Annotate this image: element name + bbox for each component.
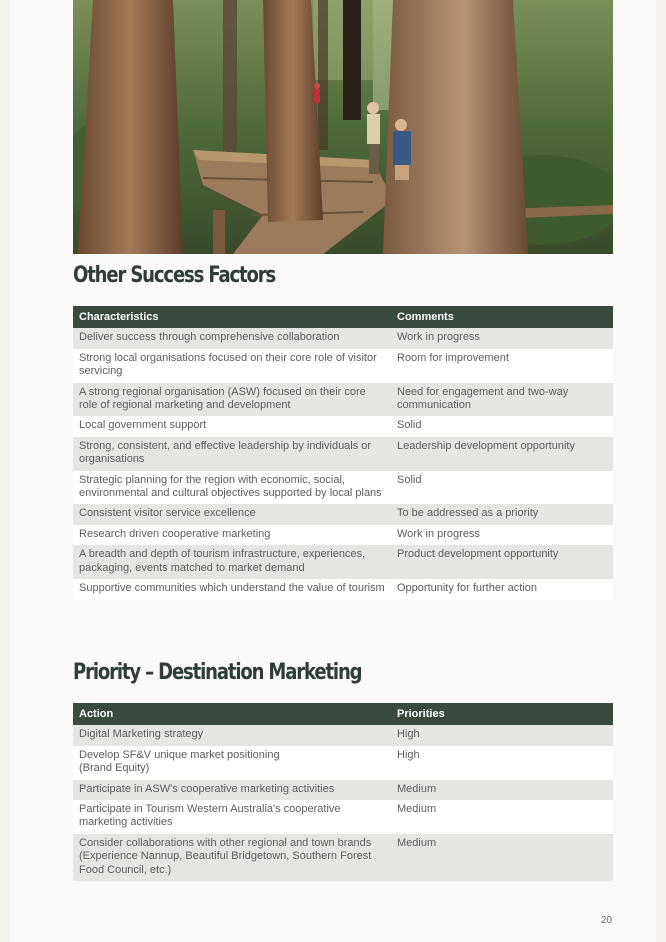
comment-cell: Room for improvement: [391, 349, 613, 383]
comment-cell: Leadership development opportunity: [391, 437, 613, 471]
priority-cell: Medium: [391, 834, 613, 881]
forest-boardwalk-photo: [73, 0, 613, 254]
characteristic-cell: Strategic planning for the region with economic, social, environmental and cultural objectives supported by local plans: [73, 471, 391, 505]
characteristic-cell: Supportive communities which understand the value of tourism: [73, 579, 391, 599]
table-header-row: [73, 703, 613, 725]
page-number: 20: [600, 915, 612, 926]
table-row: [73, 437, 613, 471]
table-header-row: [73, 306, 613, 328]
action-cell: Participate in Tourism Western Australia's cooperative marketing activities: [73, 800, 391, 834]
action-cell: Consider collaborations with other regional and town brands (Experience Nannup, Beautiful Bridgetown, Southern Forest Food Council, etc.): [73, 834, 391, 881]
section-title-success-factors: Other Success Factors: [73, 263, 276, 288]
characteristic-cell: Deliver success through comprehensive collaboration: [73, 328, 391, 348]
table-row: [73, 525, 613, 545]
table-row: [73, 746, 613, 780]
action-cell: Participate in ASW's cooperative marketing activities: [73, 780, 391, 800]
comment-cell: Opportunity for further action: [391, 579, 613, 599]
comment-cell: Need for engagement and two-way communication: [391, 383, 613, 417]
priority-cell: Medium: [391, 780, 613, 800]
comment-cell: Product development opportunity: [391, 545, 613, 579]
table-row: [73, 471, 613, 505]
table-row: [73, 780, 613, 800]
header-characteristics: Characteristics: [73, 306, 391, 328]
table-row: [73, 383, 613, 417]
table-row: [73, 725, 613, 745]
table-row: [73, 416, 613, 436]
characteristic-cell: Consistent visitor service excellence: [73, 504, 391, 524]
characteristic-cell: A strong regional organisation (ASW) focused on their core role of regional marketing and development: [73, 383, 391, 417]
action-cell: Develop SF&V unique market positioning (Brand Equity): [73, 746, 391, 780]
comment-cell: Work in progress: [391, 525, 613, 545]
characteristic-cell: Research driven cooperative marketing: [73, 525, 391, 545]
header-comments: Comments: [391, 306, 613, 328]
characteristic-cell: Strong, consistent, and effective leadership by individuals or organisations: [73, 437, 391, 471]
section-title-destination-marketing: Priority – Destination Marketing: [73, 660, 362, 685]
characteristic-cell: Local government support: [73, 416, 391, 436]
comment-cell: Solid: [391, 416, 613, 436]
table-row: [73, 800, 613, 834]
characteristic-cell: Strong local organisations focused on their core role of visitor servicing: [73, 349, 391, 383]
table-row: [73, 504, 613, 524]
success-factors-table: [73, 306, 613, 600]
characteristic-cell: A breadth and depth of tourism infrastructure, experiences, packaging, events matched to market demand: [73, 545, 391, 579]
table-row: [73, 579, 613, 599]
table-row: [73, 328, 613, 348]
header-priorities: Priorities: [391, 703, 613, 725]
table-row: [73, 349, 613, 383]
comment-cell: Solid: [391, 471, 613, 505]
priority-cell: Medium: [391, 800, 613, 834]
table-row: [73, 545, 613, 579]
header-action: Action: [73, 703, 391, 725]
comment-cell: To be addressed as a priority: [391, 504, 613, 524]
priority-cell: High: [391, 746, 613, 780]
table-row: [73, 834, 613, 881]
destination-marketing-table: [73, 703, 613, 881]
comment-cell: Work in progress: [391, 328, 613, 348]
priority-cell: High: [391, 725, 613, 745]
action-cell: Digital Marketing strategy: [73, 725, 391, 745]
